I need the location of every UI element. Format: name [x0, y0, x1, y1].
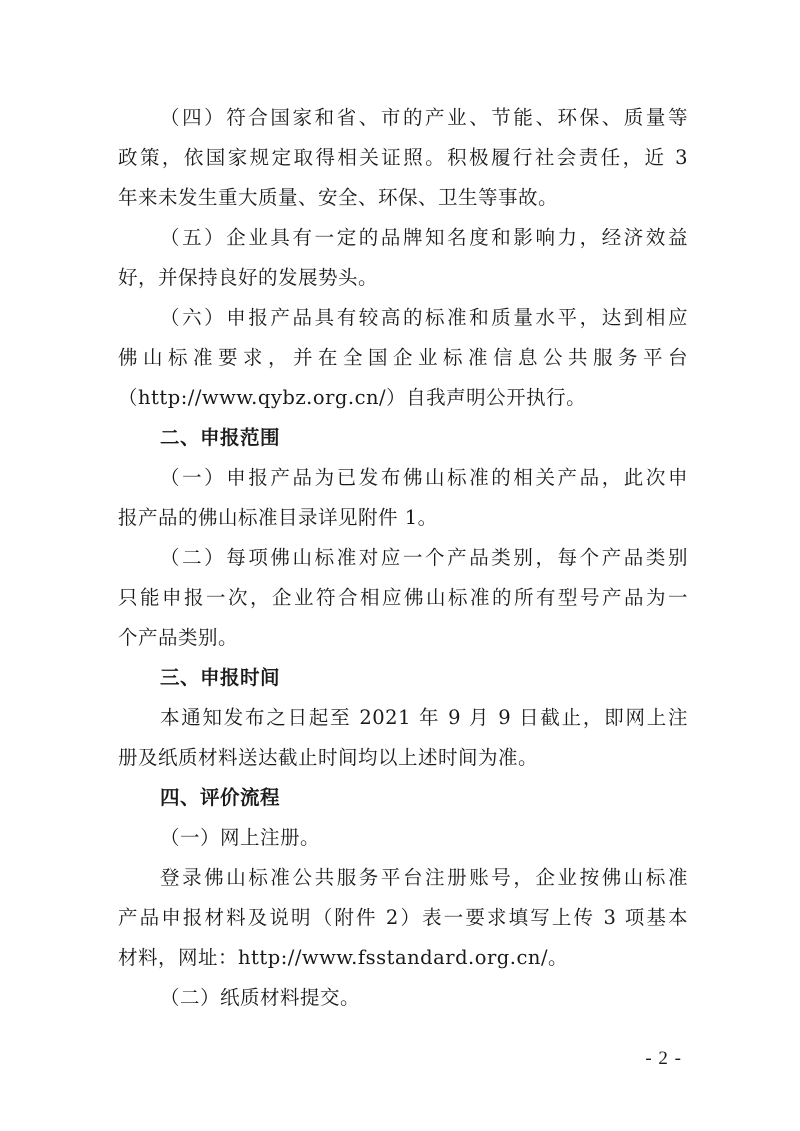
- text-line: 只能申报一次，企业符合相应佛山标准的所有型号产品为一: [118, 586, 688, 609]
- paragraph: [118, 538, 688, 658]
- paragraph: [118, 978, 688, 1018]
- paragraph: [118, 218, 688, 298]
- paragraph: [118, 818, 688, 858]
- text-line: （http://www.qybz.org.cn/）自我声明公开执行。: [118, 386, 587, 409]
- text-line: （一）申报产品为已发布佛山标准的相关产品，此次申: [160, 466, 688, 489]
- text-line: 报产品的佛山标准目录详见附件 1。: [118, 506, 438, 529]
- text-line: 政策，依国家规定取得相关证照。积极履行社会责任，近 3: [118, 146, 688, 169]
- text-line: 产品申报材料及说明（附件 2）表一要求填写上传 3 项基本: [118, 906, 688, 929]
- page-number: - 2 -: [645, 1048, 682, 1069]
- paragraph: [118, 458, 688, 538]
- text-line: （六）申报产品具有较高的标准和质量水平，达到相应: [160, 306, 688, 329]
- text-line: （二）每项佛山标准对应一个产品类别，每个产品类别: [160, 546, 688, 569]
- text-line: （一）网上注册。: [160, 826, 321, 849]
- paragraph: [118, 298, 688, 418]
- text-line: 年来未发生重大质量、安全、环保、卫生等事故。: [118, 186, 559, 209]
- text-line: （二）纸质材料提交。: [160, 986, 361, 1009]
- text-line: 登录佛山标准公共服务平台注册账号，企业按佛山标准: [160, 866, 688, 889]
- text-line: 本通知发布之日起至 2021 年 9 月 9 日截止，即网上注: [160, 706, 688, 729]
- text-line: 好，并保持良好的发展势头。: [118, 266, 379, 289]
- paragraph: [118, 858, 688, 978]
- paragraph: [118, 98, 688, 218]
- text-line: 材料，网址：http://www.fsstandard.org.cn/。: [118, 946, 569, 969]
- section-heading: 三、申报时间: [160, 666, 281, 689]
- paragraph: [118, 698, 688, 778]
- text-line: （四）符合国家和省、市的产业、节能、环保、质量等: [160, 106, 688, 129]
- document-body: [118, 98, 688, 1018]
- text-line: 佛山标准要求，并在全国企业标准信息公共服务平台: [118, 346, 688, 369]
- text-line: 个产品类别。: [118, 626, 239, 649]
- text-line: （五）企业具有一定的品牌知名度和影响力，经济效益: [160, 226, 688, 249]
- section-heading: 四、评价流程: [160, 786, 281, 809]
- text-line: 册及纸质材料送达截止时间均以上述时间为准。: [118, 746, 539, 769]
- section-heading: 二、申报范围: [160, 426, 281, 449]
